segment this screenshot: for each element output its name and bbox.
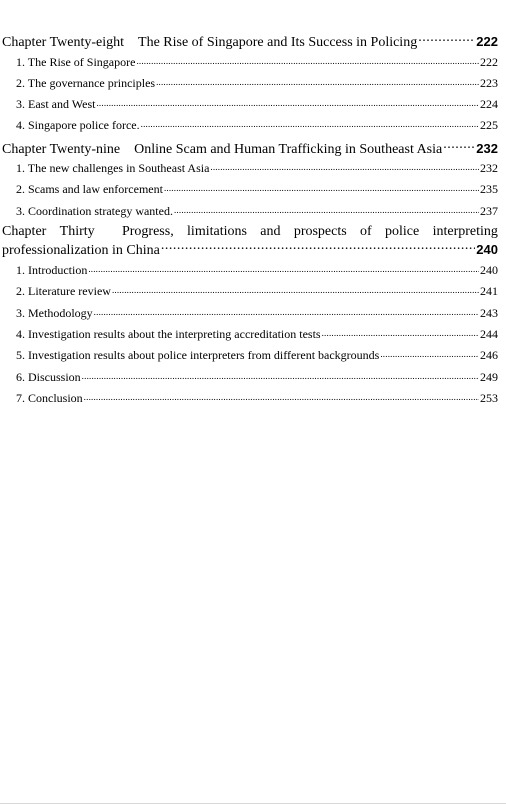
section-label: 1. The new challenges in Southeast Asia: [16, 161, 210, 176]
chapter-title-word: and: [260, 224, 281, 240]
chapter-number: Chapter Twenty-eight: [2, 35, 125, 50]
chapter-title-word: Progress,: [121, 224, 174, 240]
toc-section-entry[interactable]: [2, 160, 498, 181]
section-page-number: 240: [480, 263, 498, 278]
chapter-title-word: of: [360, 224, 372, 240]
section-label: 2. The governance principles: [16, 75, 156, 90]
chapter-heading: [2, 35, 417, 51]
dot-leader: [88, 262, 479, 274]
chapter-title-word: limitations: [187, 224, 247, 240]
toc-section-entry[interactable]: [2, 347, 498, 368]
section-label: 1. Introduction: [16, 263, 88, 278]
dot-leader: [84, 390, 479, 402]
toc-chapter-entry-line1[interactable]: [2, 224, 498, 240]
section-label: 5. Investigation results about police interpreters from different backgrounds: [16, 348, 380, 363]
toc-chapter-entry[interactable]: [2, 32, 498, 54]
toc-section-entry[interactable]: [2, 181, 498, 202]
section-page-number: 223: [480, 75, 498, 90]
dot-leader: [112, 283, 479, 295]
dot-leader: [96, 96, 479, 108]
section-label: 6. Discussion: [16, 369, 81, 384]
chapter-heading: [2, 142, 442, 158]
toc-section-entry[interactable]: [2, 262, 498, 283]
dot-leader: [136, 54, 479, 66]
section-page-number: 246: [480, 348, 498, 363]
chapter-number-word: Chapter: [2, 224, 47, 240]
chapter-title-line2: professionalization in China: [2, 243, 160, 259]
section-page-number: 224: [480, 97, 498, 112]
section-page-number: 225: [480, 118, 498, 133]
section-page-number: 249: [480, 369, 498, 384]
chapter-title-word: interpreting: [432, 224, 498, 240]
dot-leader: [210, 160, 479, 172]
dot-leader: [94, 305, 479, 317]
section-label: 4. Singapore police force.: [16, 118, 140, 133]
dot-leader: [174, 203, 479, 215]
section-label: 3. East and West: [16, 97, 96, 112]
toc-section-entry[interactable]: [2, 390, 498, 411]
toc-section-entry[interactable]: [2, 283, 498, 304]
chapter-page-number: 232: [476, 140, 498, 156]
section-page-number: 241: [480, 284, 498, 299]
dot-leader: [443, 139, 475, 153]
toc-section-entry[interactable]: [2, 54, 498, 75]
dot-leader: [141, 117, 479, 129]
section-label: 3. Methodology: [16, 305, 93, 320]
section-page-number: 244: [480, 326, 498, 341]
toc-section-entry[interactable]: [2, 96, 498, 117]
section-page-number: 235: [480, 182, 498, 197]
dot-leader: [322, 326, 479, 338]
toc-section-entry[interactable]: [2, 75, 498, 96]
section-page-number: 237: [480, 203, 498, 218]
chapter-page-number: 222: [476, 34, 498, 49]
section-label: 3. Coordination strategy wanted.: [16, 203, 173, 218]
section-page-number: 253: [480, 390, 498, 405]
chapter-title-word: police: [385, 224, 420, 240]
section-page-number: 222: [480, 54, 498, 69]
chapter-number: Chapter Twenty-nine: [2, 141, 121, 157]
chapter-page-number: 240: [476, 242, 498, 258]
chapter-number-word: Thirty: [59, 224, 95, 240]
dot-leader: [156, 75, 479, 87]
dot-leader: [380, 347, 479, 359]
section-label: 2. Scams and law enforcement: [16, 182, 163, 197]
toc-section-entry[interactable]: [2, 117, 498, 138]
chapter-heading-line1: [2, 224, 498, 240]
table-of-contents: [2, 32, 498, 411]
section-label: 4. Investigation results about the interpreting accreditation tests: [16, 326, 321, 341]
chapter-title: The Rise of Singapore and Its Success in Policing: [138, 35, 418, 50]
toc-section-entry[interactable]: [2, 203, 498, 224]
toc-section-entry[interactable]: [2, 326, 498, 347]
toc-section-entry[interactable]: [2, 305, 498, 326]
toc-chapter-entry-line2[interactable]: [2, 240, 498, 262]
section-label: 7. Conclusion: [16, 390, 83, 405]
chapter-title-word: prospects: [293, 224, 347, 240]
dot-leader: [418, 32, 475, 46]
dot-leader: [164, 181, 479, 193]
toc-chapter-entry[interactable]: [2, 139, 498, 161]
chapter-title: Online Scam and Human Trafficking in Southeast Asia: [134, 141, 443, 157]
section-label: 1. The Rise of Singapore: [16, 54, 136, 69]
dot-leader: [82, 369, 479, 381]
section-page-number: 232: [480, 161, 498, 176]
toc-section-entry[interactable]: [2, 369, 498, 390]
dot-leader: [161, 240, 475, 254]
section-label: 2. Literature review: [16, 284, 111, 299]
section-page-number: 243: [480, 305, 498, 320]
